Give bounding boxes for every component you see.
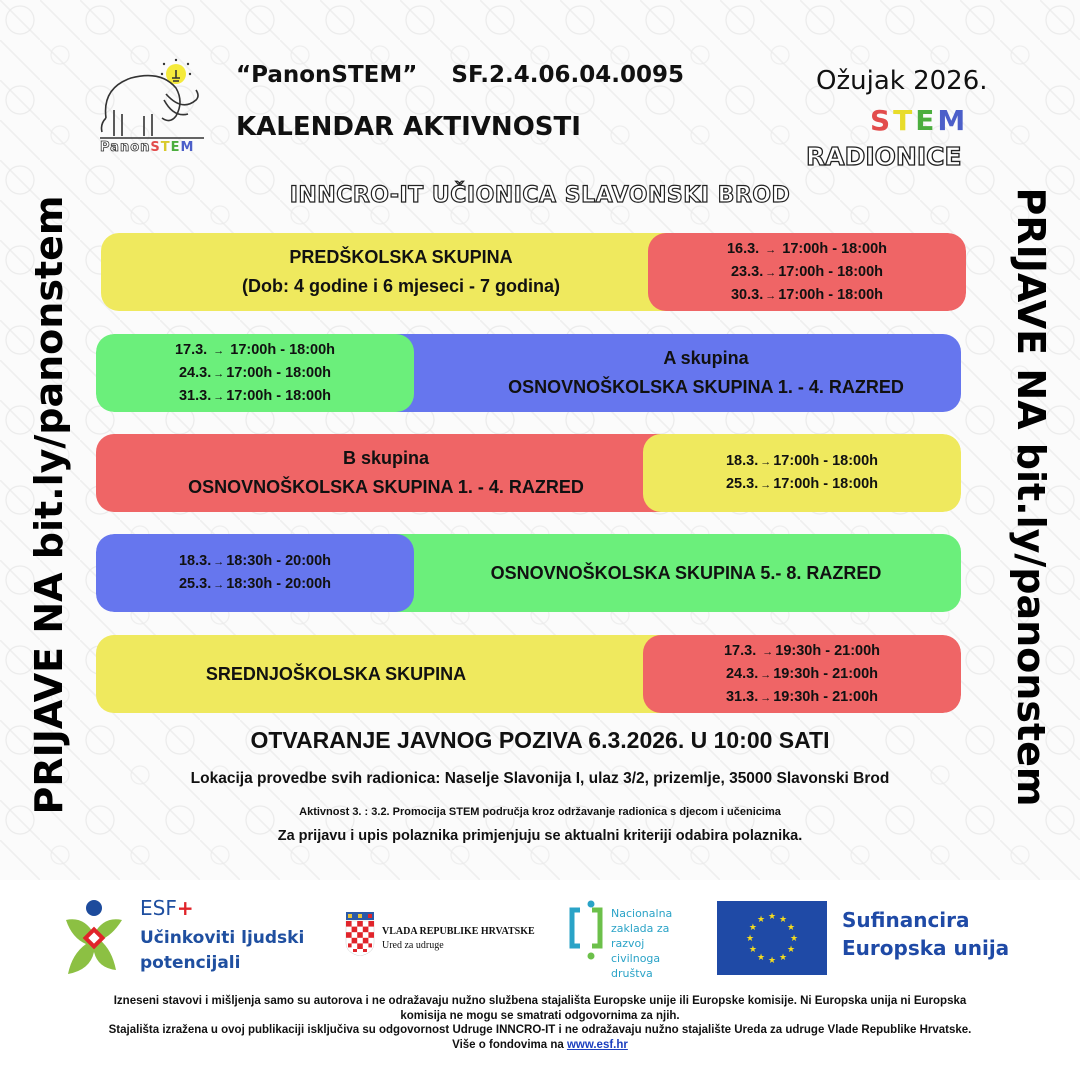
opening-announcement: OTVARANJE JAVNOG POZIVA 6.3.2026. U 10:00 SATI [250, 727, 830, 753]
panonstem-logo [96, 58, 208, 160]
page-title: KALENDAR AKTIVNOSTI [236, 112, 581, 142]
arrow-icon: → [765, 289, 777, 302]
disclaimer-line: komisija ne mogu se smatrati odgovornima za njih. [400, 1009, 680, 1022]
mammoth-lightbulb-icon [96, 58, 208, 142]
registration-link-right[interactable]: PRIJAVE NA bit.ly/panonstem [1009, 187, 1053, 807]
group-name: B skupina [342, 448, 430, 468]
stem-letter-t: T [893, 104, 916, 137]
session-item: 17.3. → 19:30h - 21:00h [723, 642, 881, 659]
eu-star-icon: ★ [767, 955, 777, 965]
arrow-icon: → [760, 479, 772, 491]
schedule-row-grades-5-8 [96, 534, 961, 612]
arrow-icon: → [213, 556, 225, 568]
session-item: 24.3. → 17:00h - 18:00h [178, 364, 332, 381]
session-times [96, 334, 414, 412]
eu-star-icon: ★ [748, 922, 757, 932]
logo-wordmark [100, 140, 194, 155]
session-times [96, 534, 414, 612]
group-grade: OSNOVNOŠKOLSKA SKUPINA 1. - 4. RAZRED [188, 477, 584, 497]
session-item: 31.3. → 19:30h - 21:00h [725, 688, 879, 705]
eu-cofinancing-label: Sufinancira Europska unija [842, 908, 1010, 960]
eu-star-icon: ★ [745, 933, 755, 943]
session-item: 31.3. → 17:00h - 18:00h [178, 387, 332, 404]
eu-star-icon: ★ [787, 944, 796, 954]
project-name: “PanonSTEM” [236, 62, 418, 88]
location-info: Lokacija provedbe svih radionica: Naselje Slavonija I, ulaz 3/2, prizemlje, 35000 Slavonski Brod [190, 770, 890, 787]
schedule-row-preschool [101, 233, 966, 311]
stem-letter-s: S [870, 104, 894, 137]
croatian-gov-name: VLADA REPUBLIKE HRVATSKE [382, 926, 535, 937]
group-label [96, 635, 696, 713]
group-label [101, 233, 701, 311]
eu-star-icon: ★ [787, 922, 796, 932]
session-item: 17.3. → 17:00h - 18:00h [174, 341, 336, 358]
radionice-label: RADIONICE [806, 142, 962, 171]
schedule-row-highschool [96, 635, 961, 713]
stem-letter-e: E [915, 104, 938, 137]
group-name: A skupina [663, 348, 749, 368]
group-name: SREDNJOŠKOLSKA SKUPINA [205, 663, 467, 684]
croatian-gov-office: Ured za udruge [382, 940, 444, 951]
session-times [648, 233, 966, 311]
eu-star-icon: ★ [778, 952, 788, 963]
esf-title: ESF+ [140, 896, 194, 920]
arrow-icon: → [760, 691, 772, 704]
session-times [643, 434, 961, 512]
esf-subtitle: Učinkoviti ljudski potencijali [140, 928, 305, 973]
stem-wordmark [870, 104, 968, 137]
month-label: Ožujak 2026. [816, 66, 988, 96]
logo-suffix: STEM [150, 140, 195, 155]
disclaimer-text [20, 994, 1060, 1052]
activity-info: Aktivnost 3. : 3.2. Promocija STEM područja kroz održavanje radionica s djecom i učenicima [299, 806, 781, 818]
arrow-icon: → [760, 456, 772, 468]
session-item: 16.3. → 17:00h - 18:00h [726, 240, 888, 257]
croatian-coat-of-arms-icon [345, 912, 375, 956]
session-item: 25.3. → 18:30h - 20:00h [178, 576, 332, 592]
arrow-icon: → [213, 367, 225, 380]
disclaimer-line: Izneseni stavovi i mišljenja samo su autorova i ne odražavaju nužno službena stajališta Europske unije ili Europske komisije. Ni Europska unija ni Europska [113, 995, 967, 1007]
group-label [361, 334, 961, 412]
session-item: 23.3. → 17:00h - 18:00h [730, 263, 884, 280]
eu-star-icon: ★ [756, 952, 766, 963]
esf-plus-logo-icon [60, 898, 132, 978]
group-age: (Dob: 4 godine i 6 mjeseci - 7 godina) [241, 276, 561, 296]
session-item: 25.3. → 17:00h - 18:00h [725, 476, 879, 492]
logo-name: Panon [100, 140, 151, 155]
group-name: PREDŠKOLSKA SKUPINA [289, 247, 513, 267]
session-item: 18.3. → 17:00h - 18:00h [725, 453, 879, 469]
eu-star-icon: ★ [748, 944, 757, 954]
project-heading [236, 62, 684, 88]
eu-star-icon: ★ [778, 913, 788, 924]
disclaimer-line: Više o fondovima na www.esf.hr [452, 1038, 628, 1051]
arrow-icon: → [213, 579, 225, 591]
arrow-icon: → [213, 390, 225, 403]
session-item: 24.3. → 19:30h - 21:00h [725, 665, 879, 682]
session-item: 18.3. → 18:30h - 20:00h [178, 553, 332, 569]
schedule-row-group-b [96, 434, 961, 512]
esf-website-link[interactable]: www.esf.hr [566, 1038, 628, 1051]
group-name: OSNOVNOŠKOLSKA SKUPINA 5.- 8. RAZRED [490, 562, 882, 583]
arrow-icon: → [760, 668, 772, 681]
session-times [643, 635, 961, 713]
arrow-icon: → [762, 645, 774, 658]
group-label [96, 434, 696, 512]
group-label [361, 534, 961, 612]
eu-flag-icon [717, 901, 827, 975]
schedule-row-group-a [96, 334, 961, 412]
eu-star-icon: ★ [767, 911, 777, 921]
registration-link-left[interactable]: PRIJAVE NA bit.ly/panonstem [27, 195, 71, 815]
criteria-info: Za prijavu i upis polaznika primjenjuju se aktualni kriteriji odabira polaznika. [277, 828, 803, 844]
arrow-icon: → [213, 344, 225, 357]
session-item: 30.3. → 17:00h - 18:00h [730, 286, 884, 303]
nzrcd-bracket-logo-icon [566, 900, 606, 970]
eu-star-icon: ★ [789, 933, 799, 943]
arrow-icon: → [765, 266, 777, 279]
stem-letter-m: M [937, 104, 969, 137]
nzrcd-name: Nacionalna zaklada za razvoj civilnoga društva [611, 907, 673, 980]
arrow-icon: → [765, 243, 777, 256]
group-grade: OSNOVNOŠKOLSKA SKUPINA 1. - 4. RAZRED [508, 377, 904, 397]
project-code: SF.2.4.06.04.0095 [451, 62, 685, 88]
eu-stars-icon [717, 901, 827, 975]
disclaimer-line: Stajališta izražena u ovoj publikaciji isključiva su odgovornost Udruge INNCRO-IT i ne odražavaju nužno stajalište Ureda za udruge Vlade Republike Hrvatske. [108, 1024, 972, 1036]
eu-star-icon: ★ [756, 913, 766, 924]
location-title: INNCRO-IT UČIONICA SLAVONSKI BROD [289, 183, 791, 208]
